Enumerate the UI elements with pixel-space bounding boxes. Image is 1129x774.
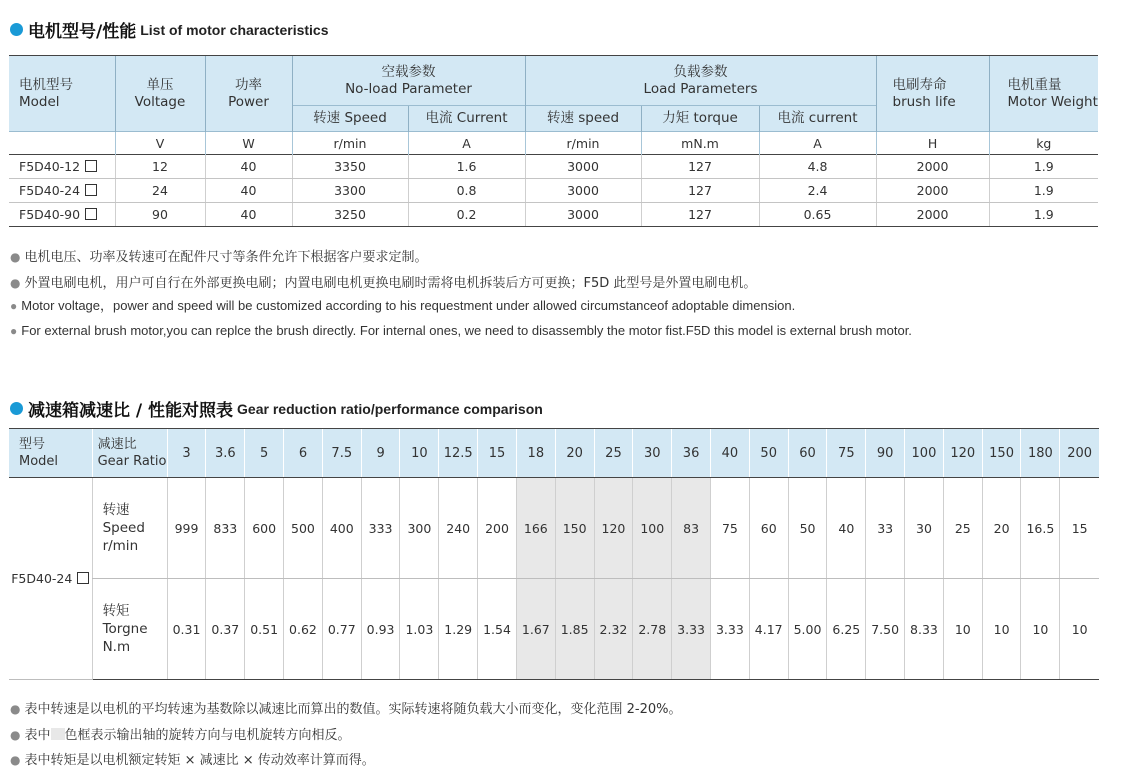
- torque-cell: 5.00: [788, 579, 827, 680]
- ratio-header-cell: 50: [749, 429, 788, 478]
- bullet-dot-icon: [10, 23, 23, 36]
- table-cell: 40: [205, 179, 292, 203]
- unit-cell: r/min: [525, 132, 641, 155]
- torque-cell: 0.77: [322, 579, 361, 680]
- ratio-header-cell: 7.5: [322, 429, 361, 478]
- section-title-en: List of motor characteristics: [140, 21, 329, 38]
- note-line: ● 表中 色框表示输出轴的旋转方向与电机旋转方向相反。: [10, 723, 681, 749]
- section-title-cn: 电机型号/性能: [28, 22, 137, 42]
- table-cell: 2000: [876, 179, 989, 203]
- model-cell: F5D40-24: [9, 179, 115, 203]
- speed-cell: 833: [206, 478, 245, 579]
- torque-row: [9, 579, 1099, 680]
- ratio-header-cell: 15: [478, 429, 517, 478]
- ratio-header-cell: 5: [245, 429, 284, 478]
- ratio-header-cell: 180: [1021, 429, 1060, 478]
- note-line: ● 电机电压、功率及转速可在配件尺寸等条件允许下根据客户要求定制。: [10, 245, 756, 271]
- table-cell: 3350: [292, 155, 408, 179]
- speed-cell: 25: [943, 478, 982, 579]
- col-header-model: 电机型号 Model: [9, 56, 115, 132]
- torque-cell: 6.25: [827, 579, 866, 680]
- table-cell: 2000: [876, 203, 989, 227]
- ratio-header-cell: 90: [866, 429, 905, 478]
- ratio-header-cell: 25: [594, 429, 633, 478]
- col-header-noload-current: 电流 Current: [408, 106, 525, 132]
- ratio-header-cell: 100: [905, 429, 944, 478]
- notes-motor-en: [10, 294, 912, 343]
- checkbox-icon: [85, 160, 97, 172]
- units-row: [9, 132, 1098, 155]
- torque-cell: 10: [1060, 579, 1099, 680]
- unit-cell: kg: [989, 132, 1098, 155]
- ratio-header-cell: 6: [284, 429, 323, 478]
- speed-cell: 50: [788, 478, 827, 579]
- speed-cell: 500: [284, 478, 323, 579]
- col-header-model: 型号 Model: [9, 429, 92, 478]
- torque-cell: 10: [1021, 579, 1060, 680]
- speed-cell: 30: [905, 478, 944, 579]
- speed-cell: 150: [555, 478, 594, 579]
- ratio-header-cell: 10: [400, 429, 439, 478]
- motor-characteristics-table: [9, 55, 1098, 227]
- speed-cell: 166: [516, 478, 555, 579]
- speed-cell: 400: [322, 478, 361, 579]
- torque-cell: 10: [943, 579, 982, 680]
- speed-cell: 40: [827, 478, 866, 579]
- ratio-header-cell: 9: [361, 429, 400, 478]
- speed-cell: 60: [749, 478, 788, 579]
- table-row: [9, 203, 1098, 227]
- col-header-brush-life: 电刷寿命 brush life: [876, 56, 989, 132]
- speed-cell: 33: [866, 478, 905, 579]
- ratio-header-cell: 36: [672, 429, 711, 478]
- torque-label: 转矩 Torgne N.m: [92, 579, 167, 680]
- speed-cell: 75: [710, 478, 749, 579]
- torque-cell: 0.62: [284, 579, 323, 680]
- table-row: [9, 179, 1098, 203]
- col-header-noload: 空载参数 No-load Parameter: [292, 56, 525, 106]
- torque-cell: 0.51: [245, 579, 284, 680]
- table-cell: 1.9: [989, 203, 1098, 227]
- col-header-load-torque: 力矩 torque: [641, 106, 759, 132]
- table-cell: 12: [115, 155, 205, 179]
- col-header-load: 负载参数 Load Parameters: [525, 56, 876, 106]
- table-cell: 127: [641, 203, 759, 227]
- table-cell: 3250: [292, 203, 408, 227]
- ratio-header-cell: 75: [827, 429, 866, 478]
- speed-cell: 83: [672, 478, 711, 579]
- ratio-header-cell: 30: [633, 429, 672, 478]
- note-line: ● Motor voltage，power and speed will be customized according to his requestment under allowed circumstanceof adoptable dimension.: [10, 294, 912, 319]
- speed-cell: 333: [361, 478, 400, 579]
- notes-gear: [10, 697, 681, 774]
- speed-cell: 100: [633, 478, 672, 579]
- col-header-gear-ratio: 减速比 Gear Ratio: [92, 429, 167, 478]
- table-cell: 0.65: [759, 203, 876, 227]
- table-cell: 3000: [525, 179, 641, 203]
- col-header-voltage: 单压 Voltage: [115, 56, 205, 132]
- torque-cell: 0.93: [361, 579, 400, 680]
- note-line: ● 表中转速是以电机的平均转速为基数除以减速比而算出的数值。实际转速将随负载大小而变化，变化范围 2-20%。: [10, 697, 681, 723]
- table-cell: 90: [115, 203, 205, 227]
- table-cell: 24: [115, 179, 205, 203]
- ratio-header-cell: 60: [788, 429, 827, 478]
- torque-cell: 1.54: [478, 579, 517, 680]
- speed-label: 转速 Speed r/min: [92, 478, 167, 579]
- torque-cell: 8.33: [905, 579, 944, 680]
- note-line: ● 表中转矩是以电机额定转矩 × 减速比 × 传动效率计算而得。: [10, 748, 681, 774]
- speed-cell: 240: [439, 478, 478, 579]
- ratio-header-cell: 12.5: [439, 429, 478, 478]
- unit-cell: r/min: [292, 132, 408, 155]
- col-header-load-speed: 转速 speed: [525, 106, 641, 132]
- speed-cell: 999: [167, 478, 206, 579]
- ratio-header-cell: 20: [555, 429, 594, 478]
- table-cell: 127: [641, 155, 759, 179]
- table-cell: 40: [205, 203, 292, 227]
- highlight-swatch: [51, 728, 65, 740]
- ratio-header-cell: 3: [167, 429, 206, 478]
- col-header-noload-speed: 转速 Speed: [292, 106, 408, 132]
- checkbox-icon: [85, 208, 97, 220]
- speed-cell: 120: [594, 478, 633, 579]
- ratio-header-cell: 18: [516, 429, 555, 478]
- torque-cell: 1.29: [439, 579, 478, 680]
- ratio-header-cell: 150: [982, 429, 1021, 478]
- torque-cell: 3.33: [710, 579, 749, 680]
- torque-cell: 1.85: [555, 579, 594, 680]
- unit-cell: mN.m: [641, 132, 759, 155]
- speed-cell: 300: [400, 478, 439, 579]
- table-row: [9, 155, 1098, 179]
- section-title-cn: 减速箱减速比 / 性能对照表: [28, 401, 234, 421]
- table-cell: 0.2: [408, 203, 525, 227]
- model-cell: F5D40-24: [9, 478, 92, 680]
- note-line: ● 外置电刷电机，用户可自行在外部更换电刷；内置电刷电机更换电刷时需将电机拆装后方可更换；F5D 此型号是外置电刷电机。: [10, 271, 756, 297]
- torque-cell: 1.67: [516, 579, 555, 680]
- table-cell: 40: [205, 155, 292, 179]
- table-cell: 3000: [525, 155, 641, 179]
- table-cell: 4.8: [759, 155, 876, 179]
- unit-cell: A: [408, 132, 525, 155]
- model-cell: F5D40-12: [9, 155, 115, 179]
- ratio-header-cell: 3.6: [206, 429, 245, 478]
- section-title-gear: [10, 396, 543, 421]
- torque-cell: 2.78: [633, 579, 672, 680]
- checkbox-icon: [85, 184, 97, 196]
- table-cell: 3300: [292, 179, 408, 203]
- ratio-header-cell: 40: [710, 429, 749, 478]
- torque-cell: 7.50: [866, 579, 905, 680]
- table-cell: 2000: [876, 155, 989, 179]
- speed-cell: 600: [245, 478, 284, 579]
- table-cell: 0.8: [408, 179, 525, 203]
- table-cell: 1.6: [408, 155, 525, 179]
- torque-cell: 10: [982, 579, 1021, 680]
- section-title-motor: [10, 17, 329, 42]
- unit-cell: V: [115, 132, 205, 155]
- unit-cell: W: [205, 132, 292, 155]
- checkbox-icon: [77, 572, 89, 584]
- speed-row: [9, 478, 1099, 579]
- model-cell: F5D40-90: [9, 203, 115, 227]
- table-cell: 127: [641, 179, 759, 203]
- unit-cell: A: [759, 132, 876, 155]
- speed-cell: 15: [1060, 478, 1099, 579]
- bullet-dot-icon: [10, 402, 23, 415]
- gear-ratio-table: [9, 428, 1099, 680]
- table-cell: 1.9: [989, 179, 1098, 203]
- torque-cell: 0.37: [206, 579, 245, 680]
- col-header-power: 功率 Power: [205, 56, 292, 132]
- table-cell: 1.9: [989, 155, 1098, 179]
- torque-cell: 2.32: [594, 579, 633, 680]
- note-line: ● For external brush motor,you can replce the brush directly. For internal ones, we need to disassembly the motor fist.F5D this model is external brush motor.: [10, 319, 912, 344]
- torque-cell: 1.03: [400, 579, 439, 680]
- torque-cell: 3.33: [672, 579, 711, 680]
- table-cell: 3000: [525, 203, 641, 227]
- torque-cell: 0.31: [167, 579, 206, 680]
- section-title-en: Gear reduction ratio/performance comparison: [237, 400, 543, 417]
- gear-ratio-header-row: [9, 429, 1099, 478]
- torque-cell: 4.17: [749, 579, 788, 680]
- col-header-load-current: 电流 current: [759, 106, 876, 132]
- notes-motor-cn: [10, 245, 756, 296]
- col-header-weight: 电机重量 Motor Weight: [989, 56, 1098, 132]
- speed-cell: 200: [478, 478, 517, 579]
- ratio-header-cell: 200: [1060, 429, 1099, 478]
- speed-cell: 16.5: [1021, 478, 1060, 579]
- table-cell: 2.4: [759, 179, 876, 203]
- unit-cell-empty: [9, 132, 115, 155]
- ratio-header-cell: 120: [943, 429, 982, 478]
- speed-cell: 20: [982, 478, 1021, 579]
- unit-cell: H: [876, 132, 989, 155]
